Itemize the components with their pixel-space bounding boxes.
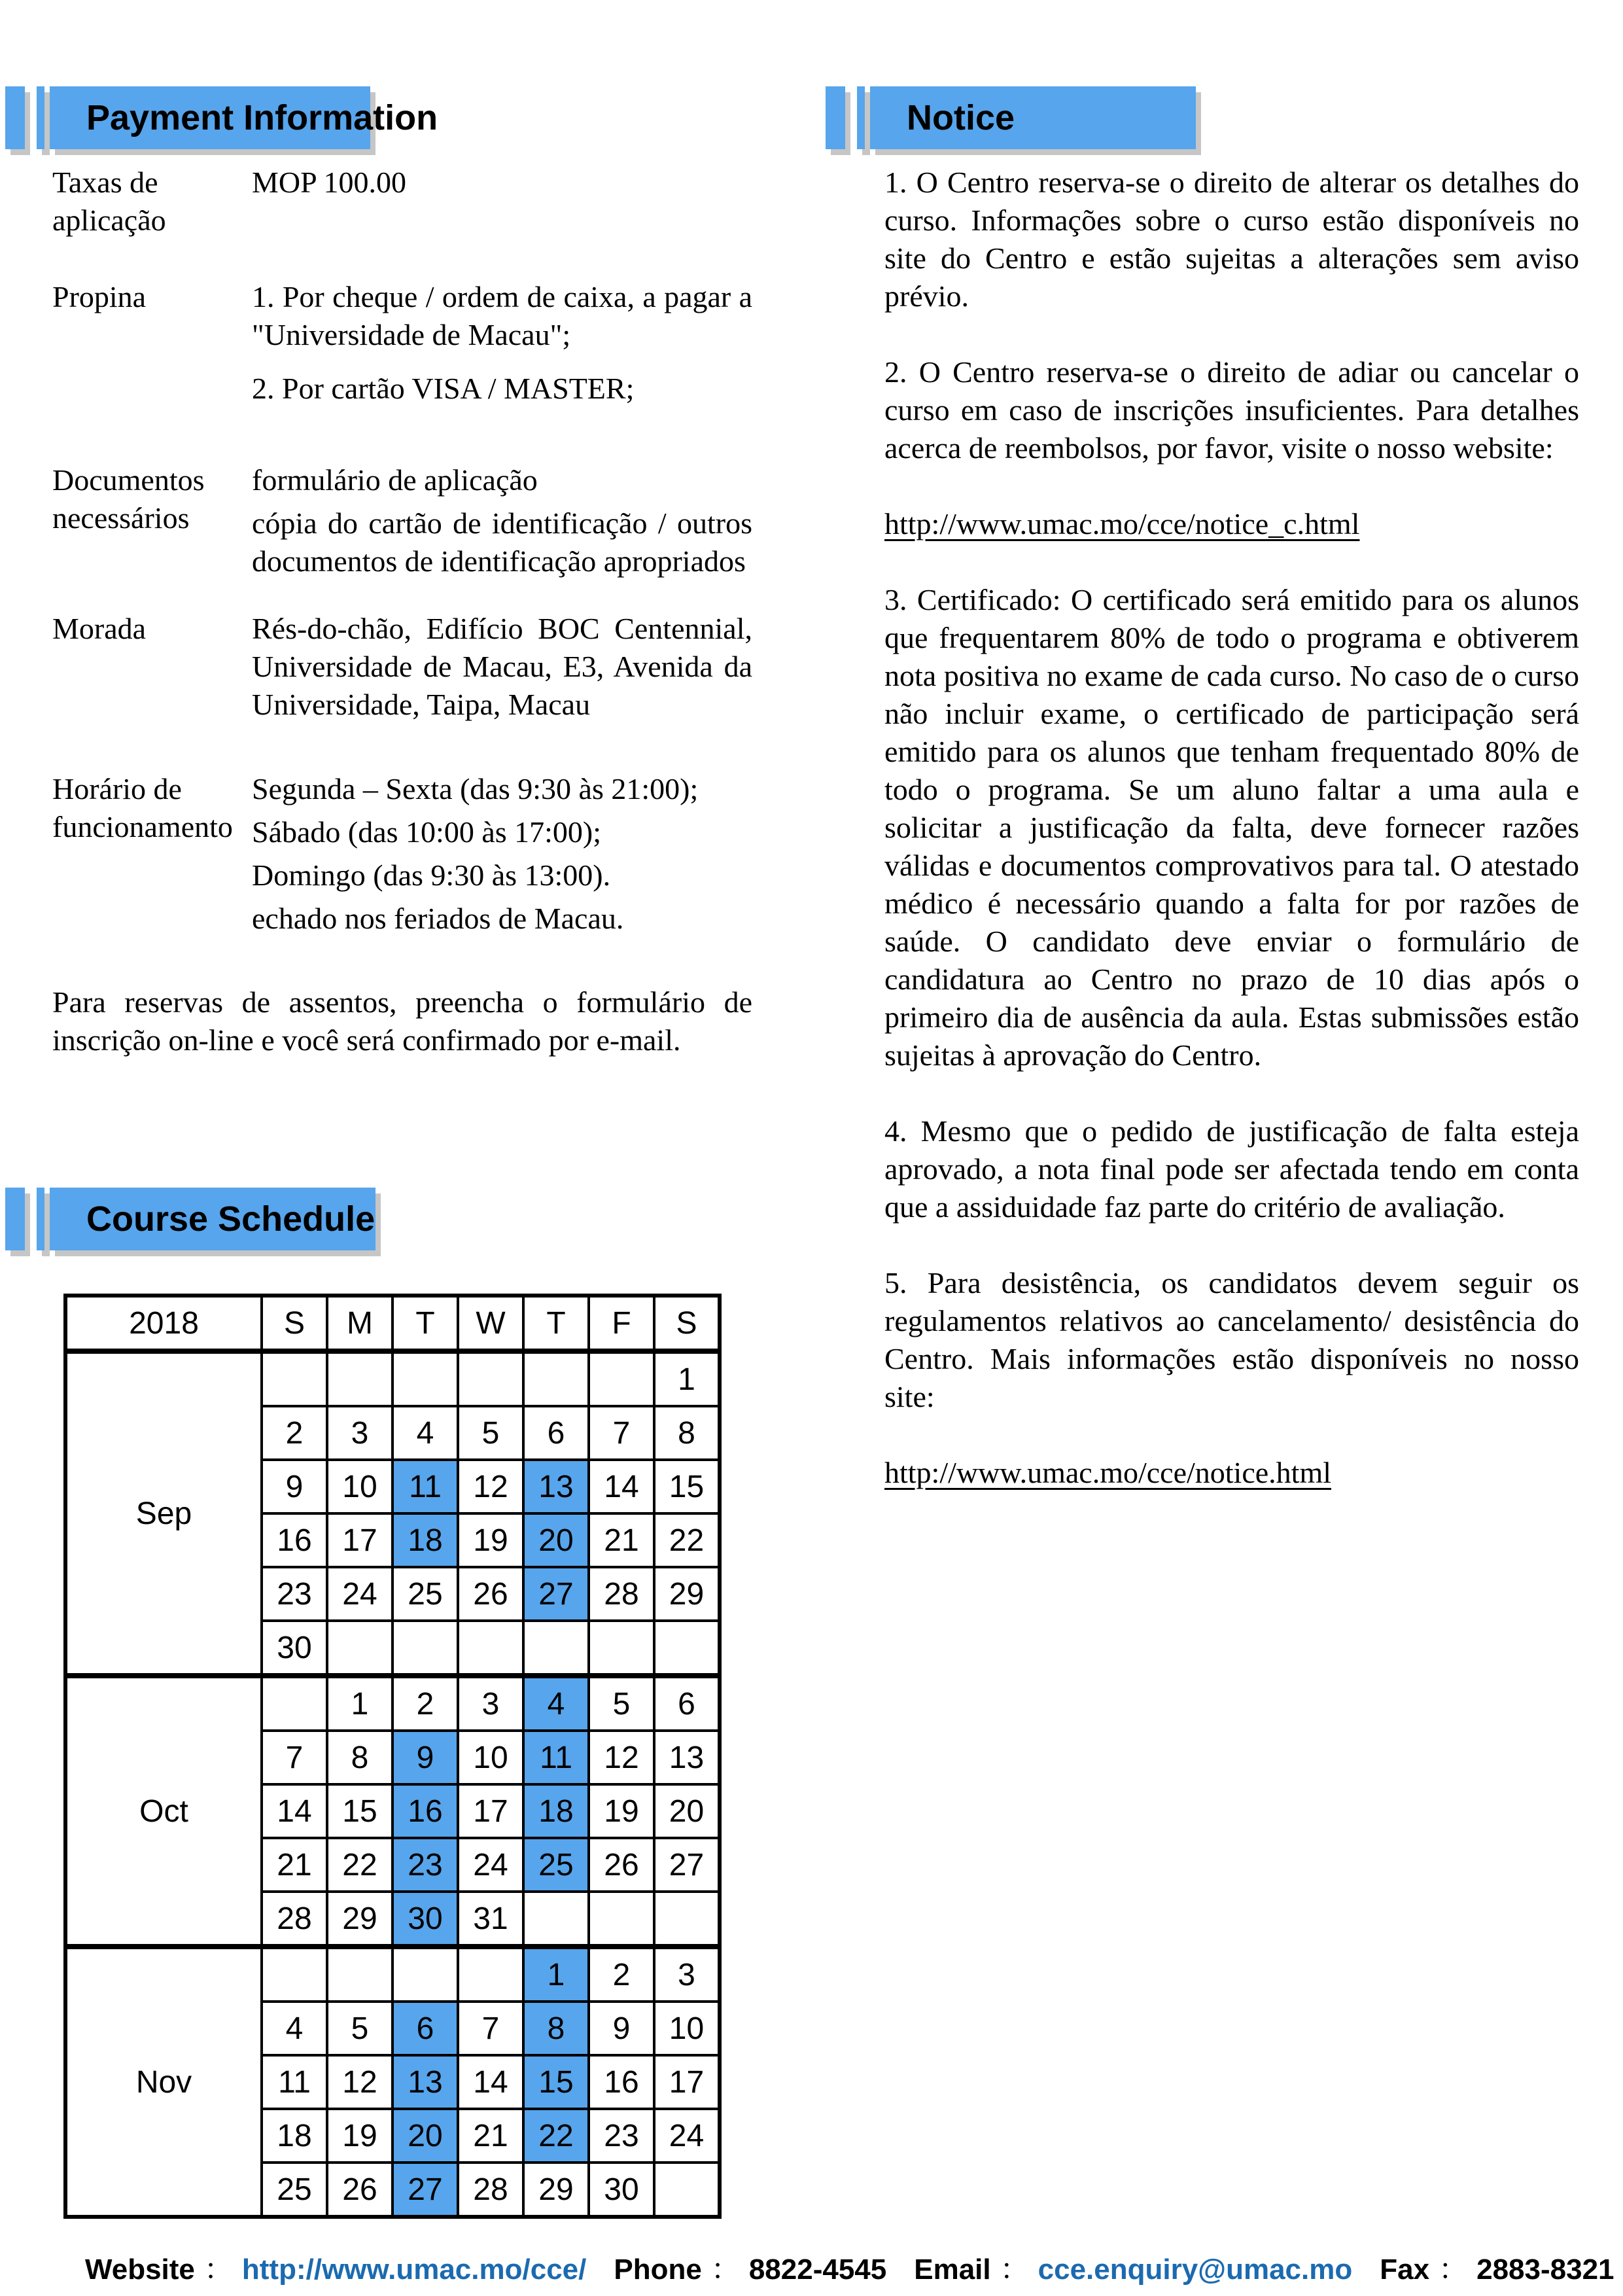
calendar-day-oct-13: 13 [654, 1731, 720, 1784]
calendar-day-sep-29: 29 [654, 1567, 720, 1621]
calendar-day-sep-27: 27 [523, 1567, 589, 1621]
payment-value-paragraph: Rés-do-chão, Edifício BOC Centennial, Universidade de Macau, E3, Avenida da Universidade, Taipa, Macau [252, 612, 752, 721]
calendar-day-empty [327, 1621, 393, 1676]
payment-value-paragraph: Segunda – Sexta (das 9:30 às 21:00); [252, 772, 699, 805]
footer-colon: ： [203, 2253, 233, 2286]
calendar-day-empty [458, 1351, 523, 1406]
accent-stripe [37, 86, 44, 149]
calendar-day-nov-5: 5 [327, 2002, 393, 2055]
notice-paragraph-5: 5. Para desistência, os candidatos devem seguir os regulamentos relativos ao cancelamento/ desistência do Centro. Mais informações estão disponíveis no nosso site: [884, 1266, 1579, 1413]
payment-row-value [252, 610, 752, 724]
calendar-day-sep-6: 6 [523, 1406, 589, 1460]
calendar-day-empty [458, 1621, 523, 1676]
payment-row-value [252, 278, 752, 408]
calendar-day-sep-14: 14 [589, 1460, 654, 1513]
calendar-day-oct-11: 11 [523, 1731, 589, 1784]
calendar-day-sep-3: 3 [327, 1406, 393, 1460]
footer-fax-label: Fax [1380, 2253, 1430, 2286]
calendar-day-oct-30: 30 [393, 1892, 458, 1947]
calendar-day-empty [589, 1351, 654, 1406]
calendar-day-sep-8: 8 [654, 1406, 720, 1460]
footer-colon: ： [1439, 2253, 1468, 2286]
course-calendar [63, 1294, 722, 2219]
calendar-day-oct-5: 5 [589, 1676, 654, 1731]
calendar-day-sep-9: 9 [262, 1460, 327, 1513]
payment-row-0 [52, 164, 752, 239]
calendar-day-header: F [589, 1296, 654, 1351]
calendar-day-header: T [523, 1296, 589, 1351]
calendar-day-oct-25: 25 [523, 1838, 589, 1892]
notice-link[interactable]: http://www.umac.mo/cce/notice.html [884, 1456, 1332, 1489]
payment-value-paragraph: cópia do cartão de identificação / outros documentos de identificação apropriados [252, 506, 752, 578]
calendar-day-oct-6: 6 [654, 1676, 720, 1731]
calendar-day-sep-16: 16 [262, 1513, 327, 1567]
calendar-day-nov-25: 25 [262, 2163, 327, 2217]
calendar-day-oct-22: 22 [327, 1838, 393, 1892]
payment-section-header [5, 86, 438, 149]
calendar-day-nov-3: 3 [654, 1947, 720, 2002]
accent-stripe [37, 1188, 44, 1250]
calendar-day-nov-26: 26 [327, 2163, 393, 2217]
calendar-day-oct-4: 4 [523, 1676, 589, 1731]
calendar-day-oct-15: 15 [327, 1784, 393, 1838]
payment-value-paragraph: echado nos feriados de Macau. [252, 902, 624, 935]
calendar-day-empty [393, 1947, 458, 2002]
calendar-day-nov-4: 4 [262, 2002, 327, 2055]
calendar-day-nov-19: 19 [327, 2109, 393, 2163]
payment-row-value [252, 770, 752, 938]
footer-colon: ： [1000, 2253, 1029, 2286]
calendar-day-header: W [458, 1296, 523, 1351]
calendar-day-sep-30: 30 [262, 1621, 327, 1676]
course-schedule-section-title: Course Schedule [50, 1188, 375, 1250]
calendar-day-sep-28: 28 [589, 1567, 654, 1621]
payment-row-label: Taxas de aplicação [52, 166, 166, 237]
calendar-day-sep-11: 11 [393, 1460, 458, 1513]
calendar-day-empty [327, 1947, 393, 2002]
calendar-day-oct-8: 8 [327, 1731, 393, 1784]
calendar-day-oct-9: 9 [393, 1731, 458, 1784]
calendar-day-empty [393, 1621, 458, 1676]
calendar-day-nov-2: 2 [589, 1947, 654, 2002]
footer-website-label: Website [85, 2253, 195, 2286]
calendar-day-oct-31: 31 [458, 1892, 523, 1947]
calendar-day-empty [654, 2163, 720, 2217]
calendar-day-header: T [393, 1296, 458, 1351]
calendar-day-empty [262, 1947, 327, 2002]
notice-section-title: Notice [870, 86, 1196, 149]
calendar-day-sep-5: 5 [458, 1406, 523, 1460]
calendar-day-empty [393, 1351, 458, 1406]
footer [85, 2246, 1614, 2287]
calendar-day-nov-10: 10 [654, 2002, 720, 2055]
calendar-day-sep-23: 23 [262, 1567, 327, 1621]
calendar-day-sep-24: 24 [327, 1567, 393, 1621]
payment-value-paragraph: Sábado (das 10:00 às 17:00); [252, 815, 602, 849]
footer-phone-segment [614, 2246, 886, 2287]
accent-bar [5, 86, 25, 149]
footer-fax-value: 2883-8321 [1476, 2253, 1614, 2286]
calendar-day-nov-6: 6 [393, 2002, 458, 2055]
calendar-day-sep-4: 4 [393, 1406, 458, 1460]
calendar-day-oct-24: 24 [458, 1838, 523, 1892]
calendar-day-nov-21: 21 [458, 2109, 523, 2163]
calendar-day-nov-14: 14 [458, 2055, 523, 2109]
payment-row-4 [52, 770, 752, 938]
calendar-day-sep-10: 10 [327, 1460, 393, 1513]
payment-row-value [252, 164, 752, 239]
payment-note: Para reservas de assentos, preencha o formulário de inscrição on-line e você será confirmado por e-mail. [52, 985, 752, 1057]
calendar-day-oct-14: 14 [262, 1784, 327, 1838]
payment-section-title: Payment Information [50, 86, 370, 149]
payment-value-paragraph: Domingo (das 9:30 às 13:00). [252, 858, 611, 892]
payment-info-table [52, 164, 752, 938]
calendar-week-row [65, 1676, 720, 1731]
calendar-day-oct-10: 10 [458, 1731, 523, 1784]
calendar-day-nov-8: 8 [523, 2002, 589, 2055]
calendar-day-sep-13: 13 [523, 1460, 589, 1513]
notice-list [884, 164, 1579, 1530]
calendar-day-sep-22: 22 [654, 1513, 720, 1567]
calendar-day-sep-18: 18 [393, 1513, 458, 1567]
calendar-day-empty [654, 1621, 720, 1676]
calendar-day-sep-19: 19 [458, 1513, 523, 1567]
calendar-day-nov-12: 12 [327, 2055, 393, 2109]
calendar-day-empty [589, 1621, 654, 1676]
calendar-day-sep-21: 21 [589, 1513, 654, 1567]
calendar-day-nov-28: 28 [458, 2163, 523, 2217]
calendar-day-nov-18: 18 [262, 2109, 327, 2163]
accent-bar [5, 1188, 25, 1250]
calendar-week-row [65, 1947, 720, 2002]
month-label-oct: Oct [65, 1676, 262, 1947]
notice-link-line [884, 1454, 1579, 1492]
calendar-day-oct-28: 28 [262, 1892, 327, 1947]
calendar-day-nov-9: 9 [589, 2002, 654, 2055]
calendar-day-oct-1: 1 [327, 1676, 393, 1731]
calendar-day-oct-2: 2 [393, 1676, 458, 1731]
footer-email-value[interactable]: cce.enquiry@umac.mo [1038, 2253, 1353, 2286]
calendar-day-header: M [327, 1296, 393, 1351]
calendar-day-nov-1: 1 [523, 1947, 589, 2002]
calendar-day-oct-3: 3 [458, 1676, 523, 1731]
month-label-nov: Nov [65, 1947, 262, 2217]
month-label-sep: Sep [65, 1351, 262, 1676]
payment-row-label: Horário de funcionamento [52, 772, 233, 843]
calendar-day-sep-2: 2 [262, 1406, 327, 1460]
calendar-day-oct-17: 17 [458, 1784, 523, 1838]
calendar-day-nov-17: 17 [654, 2055, 720, 2109]
calendar-day-nov-15: 15 [523, 2055, 589, 2109]
accent-bar [826, 86, 845, 149]
calendar-day-header: S [654, 1296, 720, 1351]
calendar-day-nov-22: 22 [523, 2109, 589, 2163]
calendar-day-oct-12: 12 [589, 1731, 654, 1784]
payment-value-paragraph: 2. Por cartão VISA / MASTER; [252, 372, 635, 405]
calendar-day-oct-20: 20 [654, 1784, 720, 1838]
calendar-day-sep-17: 17 [327, 1513, 393, 1567]
calendar-day-header: S [262, 1296, 327, 1351]
footer-fax-segment [1380, 2246, 1614, 2287]
footer-email-segment [914, 2246, 1352, 2287]
calendar-day-empty [262, 1676, 327, 1731]
footer-phone-value: 8822-4545 [748, 2253, 887, 2286]
calendar-day-nov-11: 11 [262, 2055, 327, 2109]
calendar-day-oct-19: 19 [589, 1784, 654, 1838]
calendar-day-sep-26: 26 [458, 1567, 523, 1621]
notice-paragraph-0: 1. O Centro reserva-se o direito de alterar os detalhes do curso. Informações sobre o curso estão disponíveis no site do Centro e estão sujeitas a alterações sem aviso prévio. [884, 166, 1579, 313]
payment-row-2 [52, 461, 752, 580]
calendar-day-empty [654, 1892, 720, 1947]
calendar-day-sep-15: 15 [654, 1460, 720, 1513]
accent-stripe [857, 86, 865, 149]
calendar-day-nov-27: 27 [393, 2163, 458, 2217]
notice-paragraph-4: 4. Mesmo que o pedido de justificação de falta esteja aprovado, a nota final pode ser afectada tendo em conta que a assiduidade faz parte do critério de avaliação. [884, 1114, 1579, 1224]
calendar-day-oct-26: 26 [589, 1838, 654, 1892]
calendar-year: 2018 [65, 1296, 262, 1351]
calendar-day-nov-24: 24 [654, 2109, 720, 2163]
calendar-day-sep-1: 1 [654, 1351, 720, 1406]
calendar-day-nov-30: 30 [589, 2163, 654, 2217]
calendar-week-row [65, 1351, 720, 1406]
calendar-day-sep-12: 12 [458, 1460, 523, 1513]
payment-row-label: Morada [52, 612, 147, 645]
calendar-day-empty [523, 1892, 589, 1947]
footer-phone-label: Phone [614, 2253, 702, 2286]
notice-link-line [884, 505, 1579, 543]
calendar-day-empty [589, 1892, 654, 1947]
notice-paragraph-1: 2. O Centro reserva-se o direito de adiar ou cancelar o curso em caso de inscrições insuficientes. Para detalhes acerca de reembolsos, por favor, visite o nosso website: [884, 355, 1579, 465]
calendar-day-oct-18: 18 [523, 1784, 589, 1838]
payment-row-label: Documentos necessários [52, 463, 205, 535]
calendar-day-oct-16: 16 [393, 1784, 458, 1838]
calendar-day-empty [523, 1621, 589, 1676]
calendar-day-empty [523, 1351, 589, 1406]
calendar-day-nov-7: 7 [458, 2002, 523, 2055]
calendar-day-sep-20: 20 [523, 1513, 589, 1567]
calendar-day-oct-27: 27 [654, 1838, 720, 1892]
payment-value-paragraph: MOP 100.00 [252, 166, 406, 199]
calendar-day-empty [327, 1351, 393, 1406]
notice-paragraph-3: 3. Certificado: O certificado será emitido para os alunos que frequentarem 80% de todo o programa e obtiverem nota positiva no exame de cada curso. No caso de o curso não incluir exame, o certificado de participação será emitido para os alunos que tenham frequentado 80% de todo o programa. Se um aluno faltar a uma aula e solicitar a justificação da falta, deve fornecer razões válidas e documentos comprovativos para tal. O atestado médico é necessário quando a falta for por razões de saúde. O candidato deve enviar o formulário de candidatura ao Centro no prazo de 10 dias após o primeiro dia de ausência da aula. Estas submissões estão sujeitas à aprovação do Centro. [884, 583, 1579, 1072]
calendar-day-nov-20: 20 [393, 2109, 458, 2163]
calendar-day-sep-25: 25 [393, 1567, 458, 1621]
course-schedule-section-header [5, 1188, 375, 1250]
calendar-day-empty [458, 1947, 523, 2002]
payment-row-3 [52, 610, 752, 724]
calendar-day-oct-7: 7 [262, 1731, 327, 1784]
calendar-day-nov-13: 13 [393, 2055, 458, 2109]
calendar-day-oct-29: 29 [327, 1892, 393, 1947]
payment-row-value [252, 461, 752, 580]
payment-row-1 [52, 278, 752, 408]
calendar-day-nov-16: 16 [589, 2055, 654, 2109]
notice-section-header [826, 86, 1196, 149]
footer-website-value[interactable]: http://www.umac.mo/cce/ [241, 2253, 587, 2286]
notice-link[interactable]: http://www.umac.mo/cce/notice_c.html [884, 507, 1360, 540]
footer-email-label: Email [914, 2253, 991, 2286]
calendar-day-nov-29: 29 [523, 2163, 589, 2217]
calendar-day-oct-23: 23 [393, 1838, 458, 1892]
calendar-day-oct-21: 21 [262, 1838, 327, 1892]
footer-colon: ： [710, 2253, 740, 2286]
payment-value-paragraph: 1. Por cheque / ordem de caixa, a pagar a "Universidade de Macau"; [252, 280, 752, 351]
calendar-day-sep-7: 7 [589, 1406, 654, 1460]
calendar-day-empty [262, 1351, 327, 1406]
calendar-day-nov-23: 23 [589, 2109, 654, 2163]
payment-row-label: Propina [52, 280, 147, 313]
payment-value-paragraph: formulário de aplicação [252, 463, 538, 497]
footer-website-segment [85, 2246, 586, 2287]
calendar-header-row [65, 1296, 720, 1351]
